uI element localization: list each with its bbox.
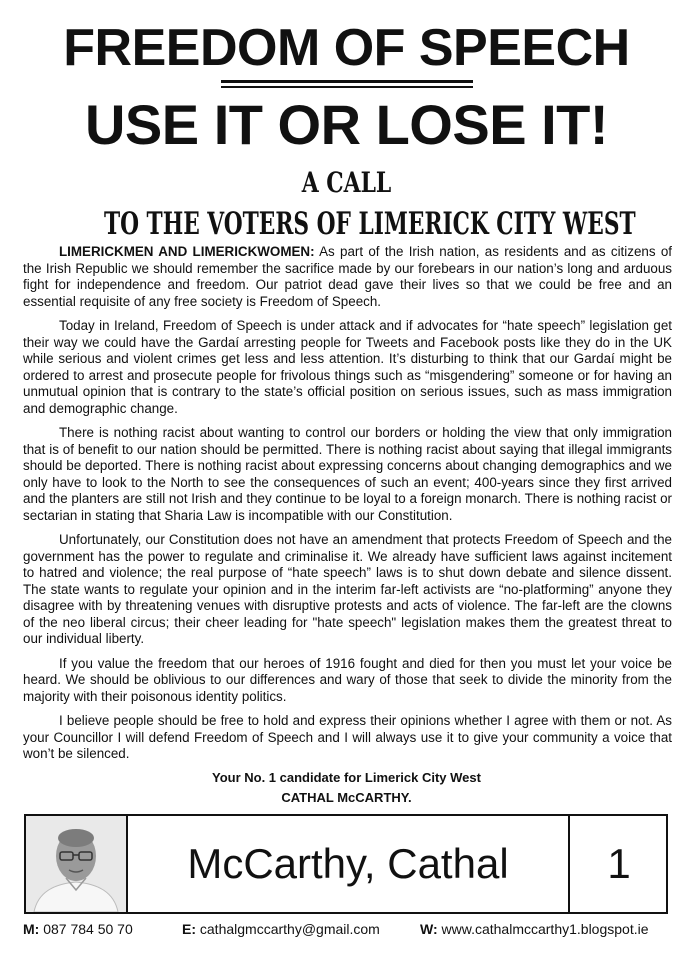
candidate-portrait-icon — [26, 816, 126, 912]
paragraph-2: Today in Ireland, Freedom of Speech is under attack and if advocates for “hate speech” legislation get their way we could have the Gardaí arresting people for Tweets and Facebook posts like they do in the UK while serious and violent crimes get less and less attention. It’s disturbing to think that our Gardaí might be ordered to arrest and prosecute people for frivolous things such as “misgendering” someone or for having an unmutual opinion that is contrary to the state’s official position on serious issues, such as mass immigration and demographic change. — [23, 318, 672, 416]
email-address: cathalgmccarthy@gmail.com — [199, 921, 380, 937]
headline-freedom-of-speech: FREEDOM OF SPEECH — [63, 19, 630, 77]
ballot-candidate-name: McCarthy, Cathal — [187, 840, 509, 887]
contact-mobile — [23, 920, 133, 938]
headline-use-it-or-lose-it: USE IT OR LOSE IT! — [84, 93, 609, 156]
paragraph-3: There is nothing racist about wanting to control our borders or holding the view that only immigration that is of benefit to our nation should be permitted. There is nothing racist about saying that illegal immigrants should be deported. There is nothing racist about expressing concerns about changing demographics and we only have to look to the North to see the consequences of such an event; 400-years since they first arrived and the planters are still not Irish and they continue to be loyal to a foreign monarch. There is nothing racist or sectarian in stating that Sharia Law is incompatible with our Constitution. — [23, 425, 672, 523]
paragraph-4: Unfortunately, our Constitution does not have an amendment that protects Freedom of Speech and the government has the power to regulate and criminalise it. We already have sufficient laws against incitement to hatred and violence; the real purpose of “hate speech” laws is to shut down debate and silence dissent. The state wants to regulate your opinion and in the interim far-left activists are “no-platforming” anyone they disagree with by threatening venues with disruptive protests and acts of violence. The far-left are the clowns of the neo liberal circus; their cheer leading for "hate speech" legislation makes them the greatest threat to our individual liberty. — [23, 532, 672, 646]
subheading-voters: TO THE VOTERS OF LIMERICK CITY WEST — [103, 206, 636, 242]
ballot-preference-number: 1 — [568, 816, 668, 912]
contact-email — [182, 920, 380, 938]
signoff — [0, 768, 693, 808]
candidate-photo — [26, 816, 128, 912]
contact-web — [420, 920, 649, 938]
paragraph-1-lead: LIMERICKMEN AND LIMERICKWOMEN: — [59, 244, 315, 259]
mobile-number: 087 784 50 70 — [43, 921, 133, 937]
web-label: W: — [420, 921, 438, 937]
headline-underline — [221, 80, 473, 88]
ballot-box — [24, 814, 668, 914]
web-address: www.cathalmccarthy1.blogspot.ie — [441, 921, 649, 937]
leaflet-body — [23, 244, 672, 771]
signoff-candidate-line: Your No. 1 candidate for Limerick City West — [212, 770, 481, 785]
subheading-a-call: A CALL — [301, 166, 392, 199]
paragraph-6: I believe people should be free to hold and express their opinions whether I agree with them or not. As your Councillor I will defend Freedom of Speech and I will always use it to give your community a voice that won’t be silenced. — [23, 713, 672, 761]
paragraph-5: If you value the freedom that our heroes of 1916 fought and died for then you must let your voice be heard. We should be oblivious to our differences and wary of those that seek to divide the minority from the majority with their poisonous identity politics. — [23, 655, 672, 704]
paragraph-1 — [23, 244, 672, 310]
signoff-name: CATHAL McCARTHY. — [281, 790, 412, 805]
email-label: E: — [182, 921, 196, 937]
paragraph-1-text: As part of the Irish nation, as residents and as citizens of the Irish Republic we should remember the sacrifice made by our forebears in our nation’s long and arduous fight for independence and freedom. Our patriot dead gave their lives so that we could be free and an essential requisite of any free society is Freedom of Speech. — [23, 244, 672, 309]
mobile-label: M: — [23, 921, 40, 937]
